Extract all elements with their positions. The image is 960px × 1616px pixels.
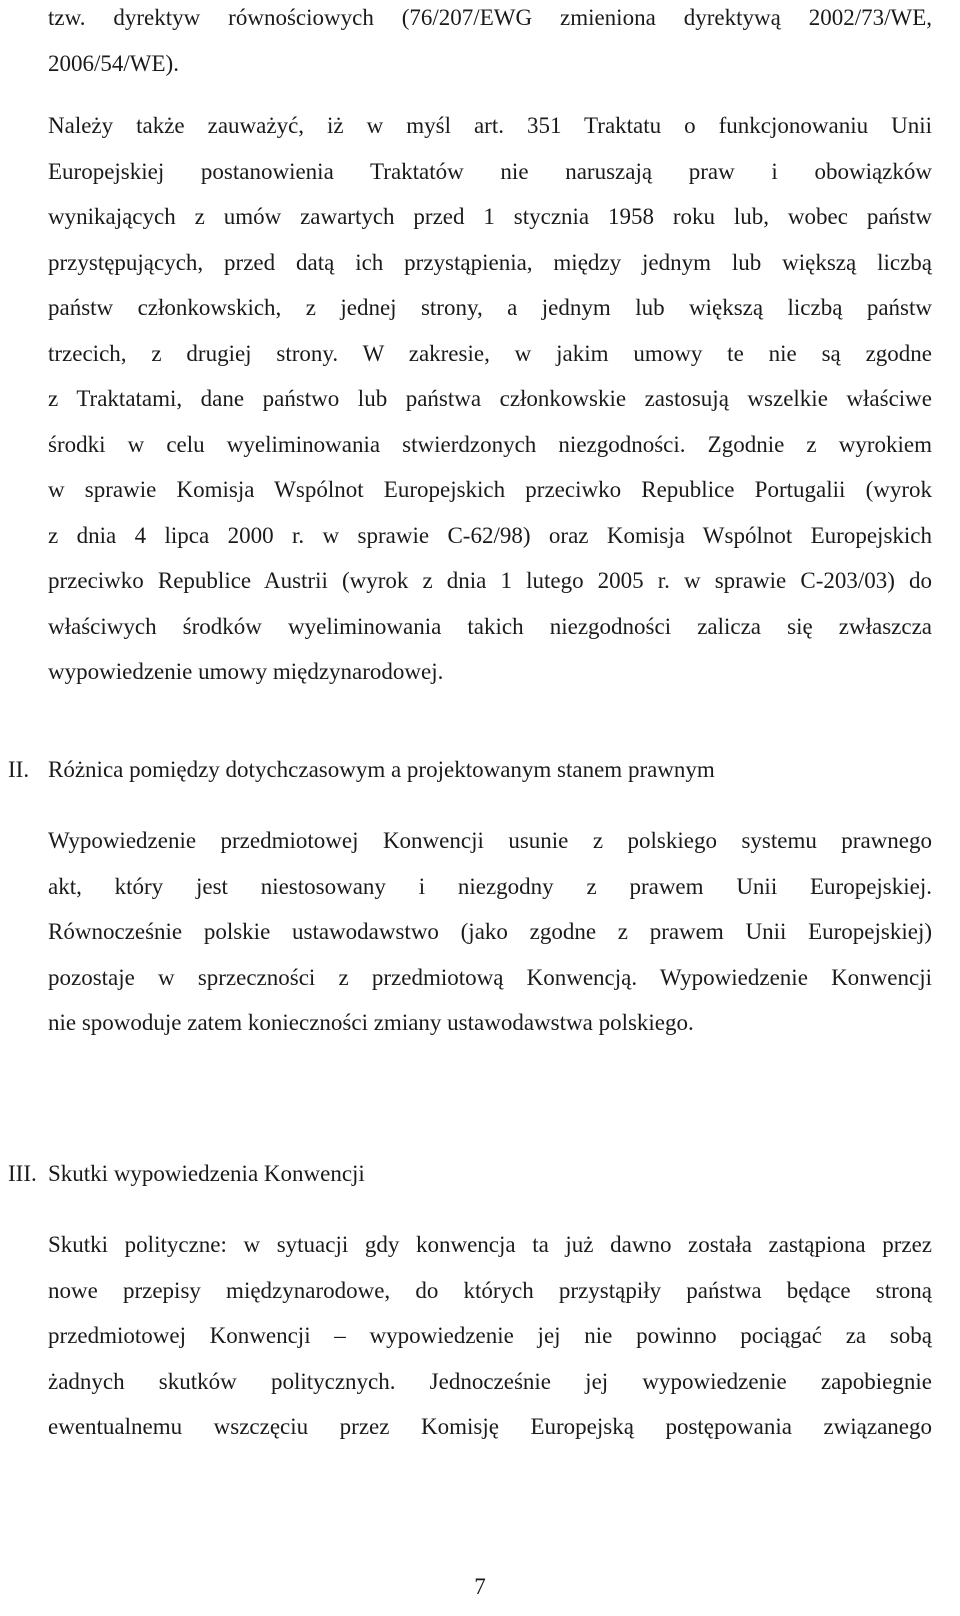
text-line: środki w celu wyeliminowania stwierdzonych niezgodności. Zgodnie z wyrokiem bbox=[48, 431, 932, 457]
text-line: nowe przepisy międzynarodowe, do których przystąpiły państwa będące stroną bbox=[48, 1277, 932, 1303]
text-line: Wypowiedzenie przedmiotowej Konwencji usunie z polskiego systemu prawnego bbox=[48, 828, 932, 853]
text-line: z Traktatami, dane państwo lub państwa członkowskie zastosują wszelkie właściwe bbox=[48, 386, 932, 411]
text-line: ewentualnemu wszczęciu przez Komisję Europejską postępowania związanego bbox=[48, 1414, 932, 1439]
section-ii-paragraph bbox=[48, 818, 932, 1046]
page-number: 7 bbox=[474, 1574, 486, 1599]
text-line: przedmiotowej Konwencji – wypowiedzenie jej nie powinno pociągać za sobą bbox=[48, 1323, 932, 1348]
section-title: Skutki wypowiedzenia Konwencji bbox=[48, 1161, 365, 1186]
text-line: z dnia 4 lipca 2000 r. w sprawie C-62/98) oraz Komisja Wspólnot Europejskich bbox=[48, 522, 932, 548]
section-heading-iii bbox=[8, 1159, 365, 1189]
text-line: przystępujących, przed datą ich przystąpienia, między jednym lub większą liczbą bbox=[48, 249, 932, 275]
text-line: Należy także zauważyć, iż w myśl art. 351 Traktatu o funkcjonowaniu Unii bbox=[48, 113, 932, 138]
text-line: w sprawie Komisja Wspólnot Europejskich przeciwko Republice Portugalii (wyrok bbox=[48, 477, 932, 502]
text-line: przeciwko Republice Austrii (wyrok z dnia 1 lutego 2005 r. w sprawie C-203/03) do bbox=[48, 568, 932, 593]
section-iii-paragraph bbox=[48, 1222, 932, 1450]
section-number: III. bbox=[8, 1161, 37, 1186]
article-351-paragraph bbox=[48, 103, 932, 695]
text-line: Europejskiej postanowienia Traktatów nie naruszają praw i obowiązków bbox=[48, 158, 932, 184]
intro-paragraph bbox=[48, 0, 932, 86]
text-line: wynikających z umów zawartych przed 1 stycznia 1958 roku lub, wobec państw bbox=[48, 204, 932, 229]
text-line: nie spowoduje zatem konieczności zmiany ustawodawstwa polskiego. bbox=[48, 1010, 694, 1035]
text-line: tzw. dyrektyw równościowych (76/207/EWG zmieniona dyrektywą 2002/73/WE, bbox=[48, 5, 932, 30]
text-line: trzecich, z drugiej strony. W zakresie, w jakim umowy te nie są zgodne bbox=[48, 340, 932, 366]
text-line: Równocześnie polskie ustawodawstwo (jako zgodne z prawem Unii Europejskiej) bbox=[48, 919, 932, 944]
section-heading-ii bbox=[8, 755, 715, 785]
text-line: 2006/54/WE). bbox=[48, 50, 179, 76]
text-line: pozostaje w sprzeczności z przedmiotową Konwencją. Wypowiedzenie Konwencji bbox=[48, 964, 932, 990]
text-line: wypowiedzenie umowy międzynarodowej. bbox=[48, 659, 444, 684]
section-title: Różnica pomiędzy dotychczasowym a projektowanym stanem prawnym bbox=[48, 757, 715, 782]
section-number: II. bbox=[8, 757, 30, 782]
text-line: właściwych środków wyeliminowania takich niezgodności zalicza się zwłaszcza bbox=[48, 613, 932, 639]
text-line: państw członkowskich, z jednej strony, a jednym lub większą liczbą państw bbox=[48, 295, 932, 320]
text-line: akt, który jest niestosowany i niezgodny z prawem Unii Europejskiej. bbox=[48, 873, 932, 899]
text-line: Skutki polityczne: w sytuacji gdy konwencja ta już dawno została zastąpiona przez bbox=[48, 1232, 932, 1257]
text-line: żadnych skutków politycznych. Jednocześnie jej wypowiedzenie zapobiegnie bbox=[48, 1368, 932, 1394]
